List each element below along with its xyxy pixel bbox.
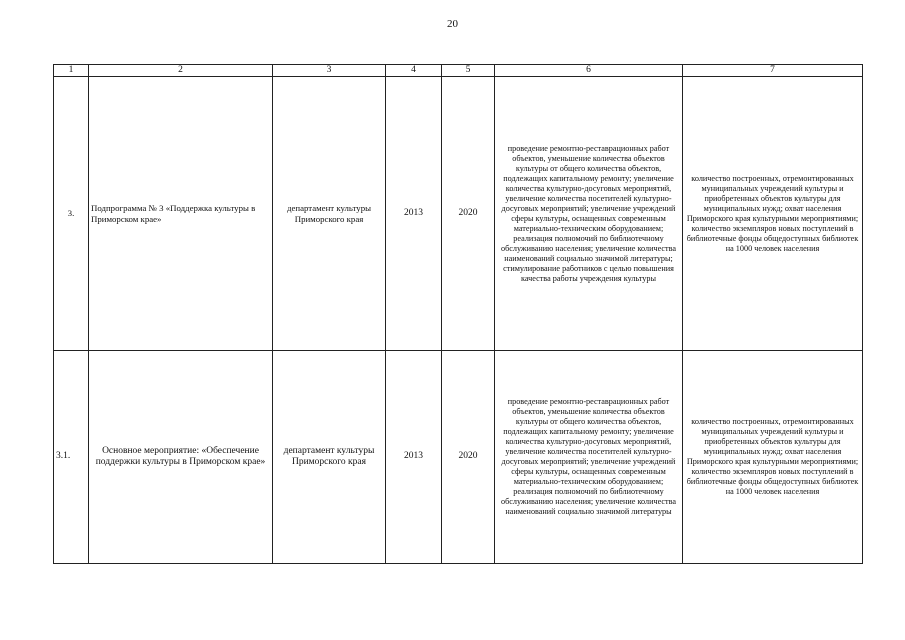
column-header: 5 [442,65,495,77]
executor: департамент культуры Приморского края [273,77,386,351]
column-header: 6 [495,65,683,77]
measure-name: Основное мероприятие: «Обеспечение поддержки культуры в Приморском крае» [89,351,273,564]
measure-name: Подпрограмма № 3 «Поддержка культуры в Приморском крае» [89,77,273,351]
year-start: 2013 [386,77,442,351]
row-number: 3. [54,77,89,351]
expected-results: проведение ремонтно-реставрационных работ объектов, уменьшение количества объектов культуры от общего количества объектов, подлежащих капитальному ремонту; увеличение количества культурно-досуговых мероприятий, увеличение количества посетителей культурно-досуговых мероприятий; увеличение учреждений сферы культуры, оснащенных современным материально-техническим оборудованием; реализация полномочий по библиотечному обслуживанию населения; увеличение количества наименований социально значимой литературы [495,351,683,564]
column-header: 3 [273,65,386,77]
column-header: 1 [54,65,89,77]
table-row [54,351,863,564]
table-row [54,77,863,351]
column-header: 7 [683,65,863,77]
column-header: 2 [89,65,273,77]
indicators: количество построенных, отремонтированных муниципальных учреждений культуры и приобретенных объектов культуры для муниципальных нужд; охват населения Приморского края культурными мероприятиями; количество экземпляров новых поступлений в библиотечные фонды общедоступных библиотек на 1000 человек населения [683,351,863,564]
year-start: 2013 [386,351,442,564]
page-number: 20 [447,18,458,30]
row-number: 3.1. [54,351,89,564]
executor: департамент культуры Приморского края [273,351,386,564]
column-header: 4 [386,65,442,77]
table-header-row [54,65,863,77]
year-end: 2020 [442,77,495,351]
expected-results: проведение ремонтно-реставрационных работ объектов, уменьшение количества объектов культуры от общего количества объектов, подлежащих капитальному ремонту; увеличение количества культурно-досуговых мероприятий, увеличение количества посетителей культурно-досуговых мероприятий; увеличение учреждений сферы культуры, оснащенных современным материально-техническим оборудованием; реализация полномочий по библиотечному обслуживанию населения; увеличение количества наименований социально значимой литературы; стимулирование работников с целью повышения качества работы учреждения культуры [495,77,683,351]
year-end: 2020 [442,351,495,564]
indicators: количество построенных, отремонтированных муниципальных учреждений культуры и приобретенных объектов культуры для муниципальных нужд; охват населения Приморского края культурными мероприятиями; количество экземпляров новых поступлений в библиотечные фонды общедоступных библиотек на 1000 человек населения [683,77,863,351]
program-table [53,64,863,564]
